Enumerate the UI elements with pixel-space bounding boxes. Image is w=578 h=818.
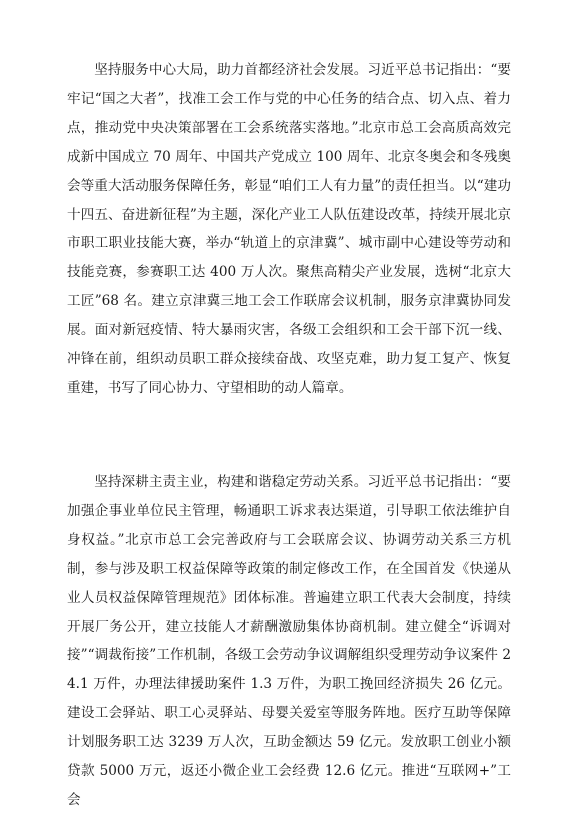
paragraph-service-center: 坚持服务中心大局，助力首都经济社会发展。习近平总书记指出：“要牢记“国之大者”，找准工会工作与党的中心任务的结合点、切入点、着力点，推动党中央决策部署在工会系统落实落地。”北京市总工会高质高效完成新中国成立 70 周年、中国共产党成立 100 周年、北京冬奥会和冬残奥会等重大活动服务保障任务，彰显“咱们工人有力量”的责任担当。以“建功十四五、奋进新征程”为主题，深化产业工人队伍建设改革，持续开展北京市职工职业技能大赛，举办“轨道上的京津冀”、城市副中心建设等劳动和技能竞赛，参赛职工达 400 万人次。聚焦高精尖产业发展，选树“北京大工匠”68 名。建立京津冀三地工会工作联席会议机制，服务京津冀协同发展。面对新冠疫情、特大暴雨灾害，各级工会组织和工会干部下沉一线、冲锋在前，组织动员职工群众接续奋战、攻坚克难，助力复工复产、恢复重建，书写了同心协力、守望相助的动人篇章。 [67,62,511,396]
paragraph-labor-relations: 坚持深耕主责主业，构建和谐稳定劳动关系。习近平总书记指出：“要加强企事业单位民主管理，畅通职工诉求表达渠道，引导职工依法维护自身权益。”北京市总工会完善政府与工会联席会议、协调劳动关系三方机制，参与涉及职工权益保障等政策的制定修改工作，在全国首发《快递从业人员权益保障管理规范》团体标准。普遍建立职工代表大会制度，持续开展厂务公开，建立技能人才薪酬激励集体协商机制。建立健全“诉调对接”“调裁衔接”工作机制，各级工会劳动争议调解组织受理劳动争议案件 24.1 万件，办理法律援助案件 1.3 万件，为职工挽回经济损失 26 亿元。建设工会驿站、职工心灵驿站、母婴关爱室等服务阵地。医疗互助等保障计划服务职工达 3239 万人次，互助金额达 59 亿元。发放职工创业小额贷款 5000 万元，返还小微企业工会经费 12.6 亿元。推进“互联网+”工会 [67,474,511,808]
